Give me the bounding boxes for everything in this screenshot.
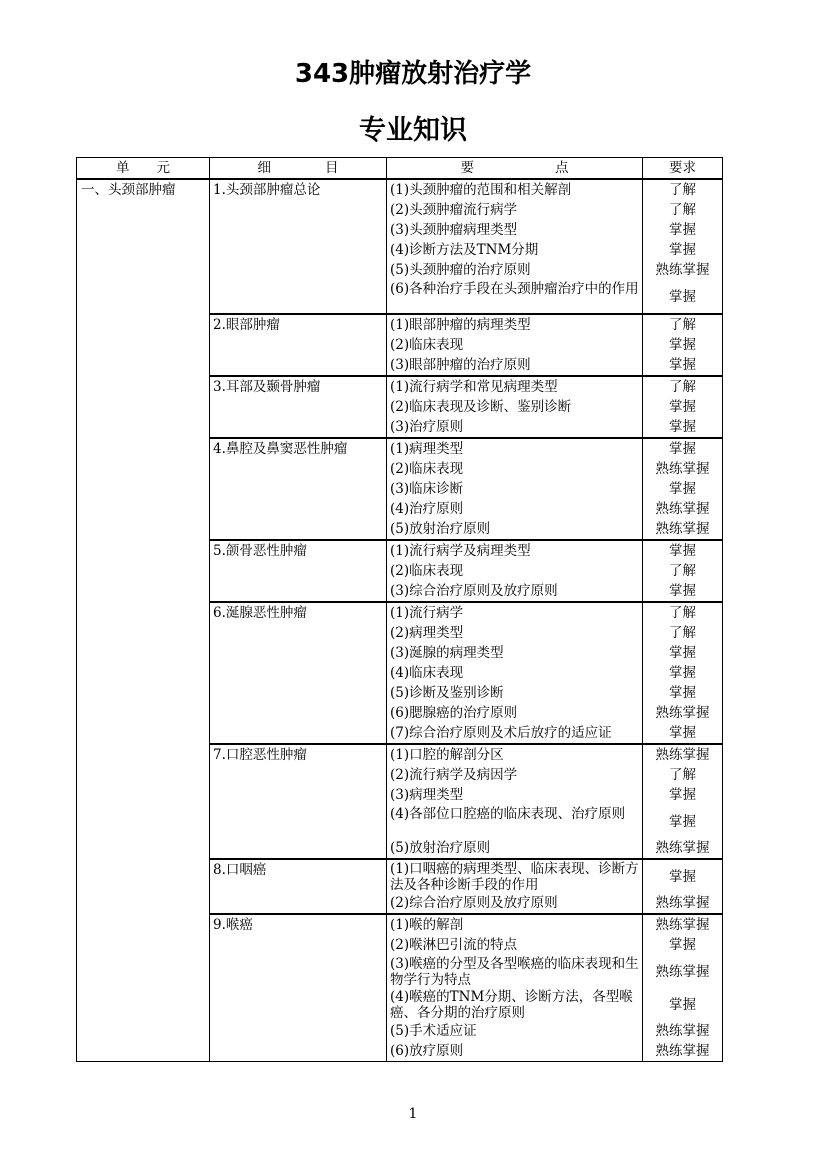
requirement-level: 掌握	[669, 481, 696, 497]
section-title: 4.鼻腔及鼻窦恶性肿瘤	[210, 438, 387, 540]
point-text: (5)放射治疗原则	[390, 521, 491, 537]
requirement-level: 熟练掌握	[655, 262, 710, 278]
point-text: (2)综合治疗原则及放疗原则	[390, 895, 558, 911]
point-text: (4)治疗原则	[390, 501, 464, 517]
requirement-level: 了解	[669, 605, 696, 621]
point-text: (1)口腔的解剖分区	[390, 747, 504, 763]
point-text: (5)手术适应证	[390, 1023, 477, 1039]
requirement-level: 掌握	[669, 242, 696, 258]
section-requirements	[643, 914, 723, 1062]
point-text: (2)头颈肿瘤流行病学	[390, 202, 518, 218]
point-text: (1)头颈肿瘤的范围和相关解剖	[390, 182, 572, 198]
requirement-level: 掌握	[669, 583, 696, 599]
requirement-level: 掌握	[669, 814, 696, 830]
section-requirements	[643, 438, 723, 540]
requirement-level: 了解	[669, 317, 696, 333]
requirement-level: 掌握	[669, 441, 696, 457]
point-text: (4)诊断方法及TNM分期	[390, 242, 539, 258]
section-requirements	[643, 179, 723, 314]
section-title: 1.头颈部肿瘤总论	[210, 179, 387, 314]
requirement-level: 掌握	[669, 725, 696, 741]
point-text: (5)头颈肿瘤的治疗原则	[390, 262, 531, 278]
requirement-level: 掌握	[669, 937, 696, 953]
point-text: (3)眼部肿瘤的治疗原则	[390, 357, 531, 373]
point-text: (1)病理类型	[390, 441, 464, 457]
requirement-level: 熟练掌握	[655, 1043, 710, 1059]
point-text: (6)腮腺癌的治疗原则	[390, 705, 518, 721]
requirement-level: 掌握	[669, 869, 696, 885]
table-row	[77, 179, 723, 314]
requirement-level: 熟练掌握	[655, 840, 710, 856]
document-subtitle: 专业知识	[359, 115, 467, 146]
requirement-level: 掌握	[669, 685, 696, 701]
table-header-row	[77, 158, 723, 180]
section-title: 5.颌骨恶性肿瘤	[210, 540, 387, 602]
section-requirements	[643, 744, 723, 859]
point-text: (2)喉淋巴引流的特点	[390, 937, 518, 953]
point-text: (4)临床表现	[390, 665, 464, 681]
point-text: (2)流行病学及病因学	[390, 767, 518, 783]
section-points	[387, 438, 643, 540]
table-body	[77, 179, 723, 1062]
requirement-level: 掌握	[669, 289, 696, 305]
requirement-level: 熟练掌握	[655, 705, 710, 721]
point-text: (6)放疗原则	[390, 1043, 464, 1059]
requirement-level: 熟练掌握	[655, 895, 710, 911]
point-text: (1)流行病学及病理类型	[390, 543, 531, 559]
point-text: (3)综合治疗原则及放疗原则	[390, 583, 558, 599]
requirement-level: 掌握	[669, 399, 696, 415]
requirement-level: 掌握	[669, 787, 696, 803]
section-points	[387, 602, 643, 744]
point-text: (4)喉癌的TNM分期、诊断方法，各型喉癌、各分期的治疗原则	[390, 989, 633, 1021]
requirement-level: 掌握	[669, 665, 696, 681]
section-requirements	[643, 540, 723, 602]
point-text: (1)口咽癌的病理类型、临床表现、诊断方法及各种诊断手段的作用	[390, 861, 639, 893]
section-requirements	[643, 376, 723, 438]
point-text: (2)临床表现	[390, 563, 464, 579]
requirement-level: 熟练掌握	[655, 521, 710, 537]
requirement-level: 掌握	[669, 645, 696, 661]
point-text: (2)临床表现	[390, 461, 464, 477]
header-requirement: 要求	[643, 158, 723, 180]
section-points	[387, 540, 643, 602]
point-text: (2)临床表现	[390, 337, 464, 353]
section-title: 9.喉癌	[210, 914, 387, 1062]
point-text: (2)临床表现及诊断、鉴别诊断	[390, 399, 572, 415]
page-number: 1	[408, 1106, 418, 1122]
requirement-level: 掌握	[669, 419, 696, 435]
point-text: (1)流行病学	[390, 605, 464, 621]
header-unit: 单 元	[77, 158, 210, 180]
requirement-level: 掌握	[669, 997, 696, 1013]
section-points	[387, 179, 643, 314]
requirement-level: 了解	[669, 625, 696, 641]
requirement-level: 掌握	[669, 357, 696, 373]
point-text: (1)喉的解剖	[390, 917, 464, 933]
section-requirements	[643, 314, 723, 376]
requirement-level: 熟练掌握	[655, 917, 710, 933]
point-text: (3)喉癌的分型及各型喉癌的临床表现和生物学行为特点	[390, 956, 639, 988]
requirement-level: 掌握	[669, 543, 696, 559]
requirement-level: 了解	[669, 202, 696, 218]
document-title: 343肿瘤放射治疗学	[294, 59, 532, 89]
section-title: 8.口咽癌	[210, 859, 387, 914]
section-points	[387, 314, 643, 376]
point-text: (3)涎腺的病理类型	[390, 645, 504, 661]
section-title: 7.口腔恶性肿瘤	[210, 744, 387, 859]
requirement-level: 熟练掌握	[655, 1023, 710, 1039]
requirement-level: 熟练掌握	[655, 461, 710, 477]
requirement-level: 了解	[669, 379, 696, 395]
section-points	[387, 859, 643, 914]
point-text: (5)放射治疗原则	[390, 840, 491, 856]
section-title: 3.耳部及颞骨肿瘤	[210, 376, 387, 438]
unit-cell: 一、头颈部肿瘤	[77, 179, 210, 1062]
point-text: (7)综合治疗原则及术后放疗的适应证	[390, 725, 612, 741]
header-item: 细 目	[210, 158, 387, 180]
point-text: (5)诊断及鉴别诊断	[390, 685, 504, 701]
section-requirements	[643, 602, 723, 744]
requirement-level: 掌握	[669, 337, 696, 353]
section-title: 6.涎腺恶性肿瘤	[210, 602, 387, 744]
requirement-level: 熟练掌握	[655, 501, 710, 517]
point-text: (3)病理类型	[390, 787, 464, 803]
section-points	[387, 744, 643, 859]
header-points: 要 点	[387, 158, 643, 180]
point-text: (3)头颈肿瘤病理类型	[390, 222, 518, 238]
section-requirements	[643, 859, 723, 914]
point-text: (1)流行病学和常见病理类型	[390, 379, 558, 395]
point-text: (4)各部位口腔癌的临床表现、治疗原则	[390, 806, 626, 822]
point-text: (6)各种治疗手段在头颈肿瘤治疗中的作用	[390, 281, 639, 297]
requirement-level: 了解	[669, 767, 696, 783]
point-text: (1)眼部肿瘤的病理类型	[390, 317, 531, 333]
point-text: (3)治疗原则	[390, 419, 464, 435]
point-text: (3)临床诊断	[390, 481, 464, 497]
point-text: (2)病理类型	[390, 625, 464, 641]
requirement-level: 了解	[669, 182, 696, 198]
requirement-level: 掌握	[669, 222, 696, 238]
requirement-level: 熟练掌握	[655, 964, 710, 980]
requirement-level: 熟练掌握	[655, 747, 710, 763]
syllabus-table	[76, 157, 723, 1062]
section-points	[387, 914, 643, 1062]
requirement-level: 了解	[669, 563, 696, 579]
section-title: 2.眼部肿瘤	[210, 314, 387, 376]
section-points	[387, 376, 643, 438]
